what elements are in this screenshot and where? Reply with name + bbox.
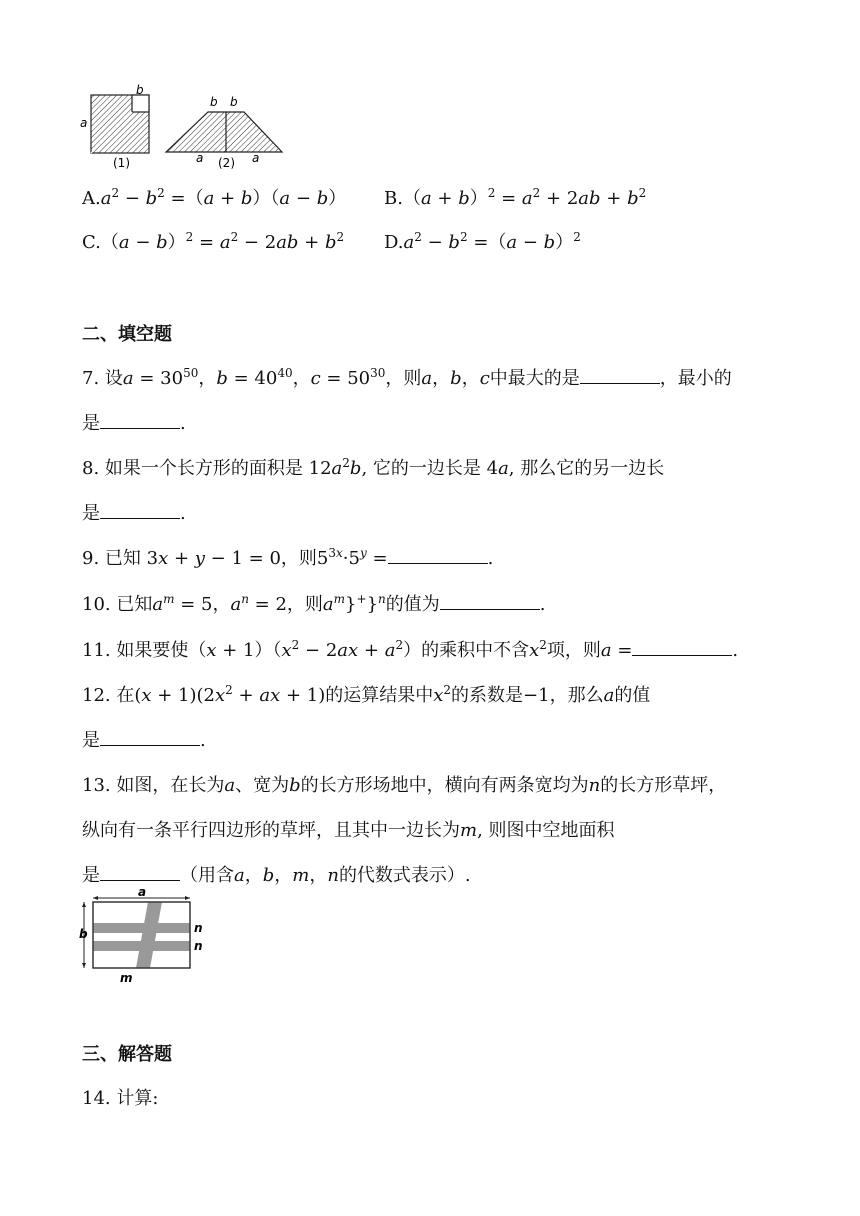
q8-line1: 8. 如果一个长方形的面积是 $12a^2b$, 它的一边长是 4a, 那么它的另一边长: [82, 456, 665, 479]
q7-line1: 7. 设$a = 30^{50}$，$b = 40^{40}$，$c = 50^{30}$，则a，b，c中最大的是 ，最小的: [82, 366, 732, 389]
q8-line2: 是 .: [82, 503, 186, 524]
q13-line3: 是 （用含a，b，m，n的代数式表示）.: [82, 865, 471, 886]
q12-line2: 是 .: [82, 730, 206, 751]
q11: 11. 如果要使$(x + 1)(x^2 - 2ax + a^2)$的乘积中不含$x^2$项，则a = .: [82, 638, 739, 661]
fig13-label-m: m: [120, 971, 133, 985]
lawn-horizontal-1: [93, 923, 190, 933]
q13-line1: 13. 如图，在长为a、宽为b的长方形场地中，横向有两条宽均为n的长方形草坪，: [82, 775, 727, 796]
q10: 10. 已知$a^m = 5$，$a^n = 2$，则$a^m\}^+\}^n$的值为 .: [82, 592, 546, 615]
q12-line1: 12. 在$(x + 1)(2x^2$ + ax + 1)的运算结果中$x^2$的系数是−1，那么a的值: [82, 683, 651, 706]
fig13-label-n2: n: [194, 939, 203, 953]
fig1-label-a: a: [80, 116, 88, 130]
fig1-label-b: b: [136, 83, 144, 97]
option-d: $D.a^2 - b^2 =(a - b)^2$: [384, 230, 581, 253]
fig13-label-a: a: [138, 885, 147, 899]
option-b: $B.(a + b)^2 = a^2 + 2ab + b^2$: [384, 186, 647, 209]
figure-squares-trapezoid: [80, 83, 290, 172]
fig2-label-a2: a: [252, 151, 260, 165]
fig2-label-a1: a: [196, 151, 204, 165]
option-a: $A.a^2 - b^2 =(a + b)(a - b)$: [82, 186, 347, 209]
fig13-label-n1: n: [194, 921, 203, 935]
section-fill-in: 二、填空题: [82, 324, 172, 345]
fig2-label-b2: b: [230, 95, 238, 109]
q9: 9. 已知 3x + y − 1 = 0，则$5^{3x}\cdot 5^y$ = .: [82, 546, 494, 569]
fig13-label-b: b: [79, 927, 88, 941]
option-c: $C.(a - b)^2 = a^2 - 2ab + b^2$: [82, 230, 345, 253]
fig2-caption: (2): [218, 156, 235, 170]
q7-line2: 是 .: [82, 413, 186, 434]
fig2-label-b1: b: [210, 95, 218, 109]
q14: 14. 计算:: [82, 1088, 159, 1109]
q13-line2: 纵向有一条平行四边形的草坪，且其中一边长为m, 则图中空地面积: [82, 820, 615, 841]
small-square: [132, 95, 149, 112]
section-solve: 三、解答题: [82, 1044, 172, 1065]
trapezoid-shaded: [166, 112, 282, 152]
fig1-caption: (1): [113, 156, 130, 170]
figure-lawn: [78, 885, 218, 986]
